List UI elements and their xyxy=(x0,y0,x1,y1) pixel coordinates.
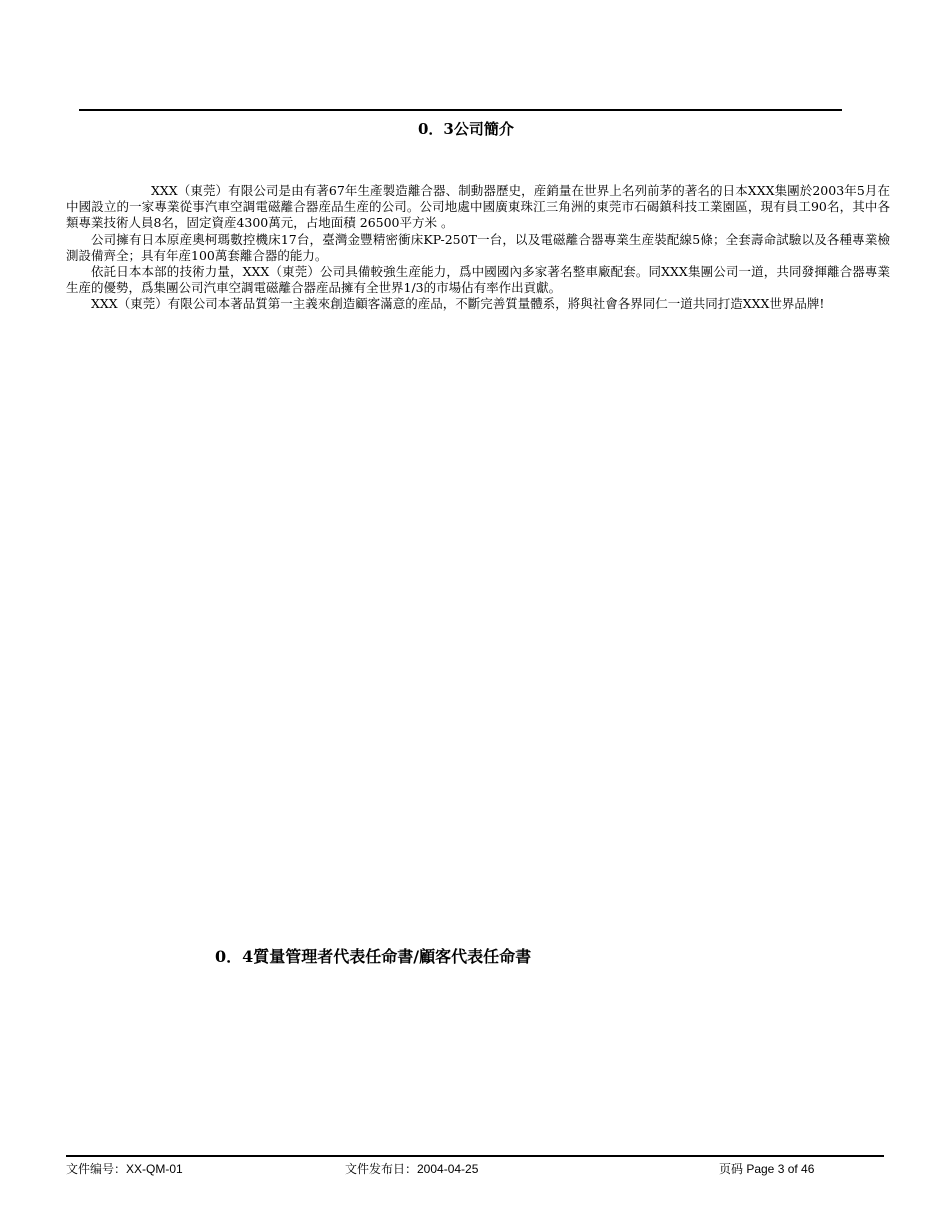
section-title-appointment-letter: 0．4質量管理者代表任命書/顧客代表任命書 xyxy=(215,947,532,966)
footer-page-number: 页码 Page 3 of 46 xyxy=(719,1162,815,1176)
footer-rule xyxy=(66,1155,884,1157)
section-title-company-profile: 0．3公司簡介 xyxy=(418,120,514,138)
paragraph: 公司擁有日本原産奧柯瑪數控機床17台，臺灣金豐精密衝床KP-250T一台，以及電磁離合器專業生産裝配線5條；全套壽命試驗以及各種專業檢測設備齊全；具有年産100萬套離合器的能力。 xyxy=(66,231,890,263)
paragraph: 依託日本本部的技術力量，XXX（東莞）公司具備較強生産能力，爲中國國內多家著名整車廠配套。同XXX集團公司一道，共同發揮離合器專業生産的優勢，爲集團公司汽車空調電磁離合器産品擁有全世界1/3的市場佔有率作出貢獻。 xyxy=(66,264,890,296)
footer-document-number: 文件编号：XX-QM-01 xyxy=(66,1162,183,1176)
paragraph: XXX（東莞）有限公司是由有著67年生產製造離合器、制動器歷史，産銷量在世界上名列前茅的著名的日本XXX集團於2003年5月在中國設立的一家專業從事汽車空調電磁離合器産品生産的公司。公司地處中國廣東珠江三角洲的東莞市石碣鎮科技工業園區，現有員工90名，其中各類專業技術人員8名，固定資産4300萬元，占地面積 26500平方米 。 xyxy=(66,183,890,231)
paragraph: XXX（東莞）有限公司本著品質第一主義來創造顧客滿意的産品，不斷完善質量體系，將與社會各界同仁一道共同打造XXX世界品牌! xyxy=(91,296,825,312)
header-rule xyxy=(79,109,842,111)
company-profile-body xyxy=(66,183,890,313)
footer-release-date: 文件发布日：2004-04-25 xyxy=(345,1162,479,1176)
